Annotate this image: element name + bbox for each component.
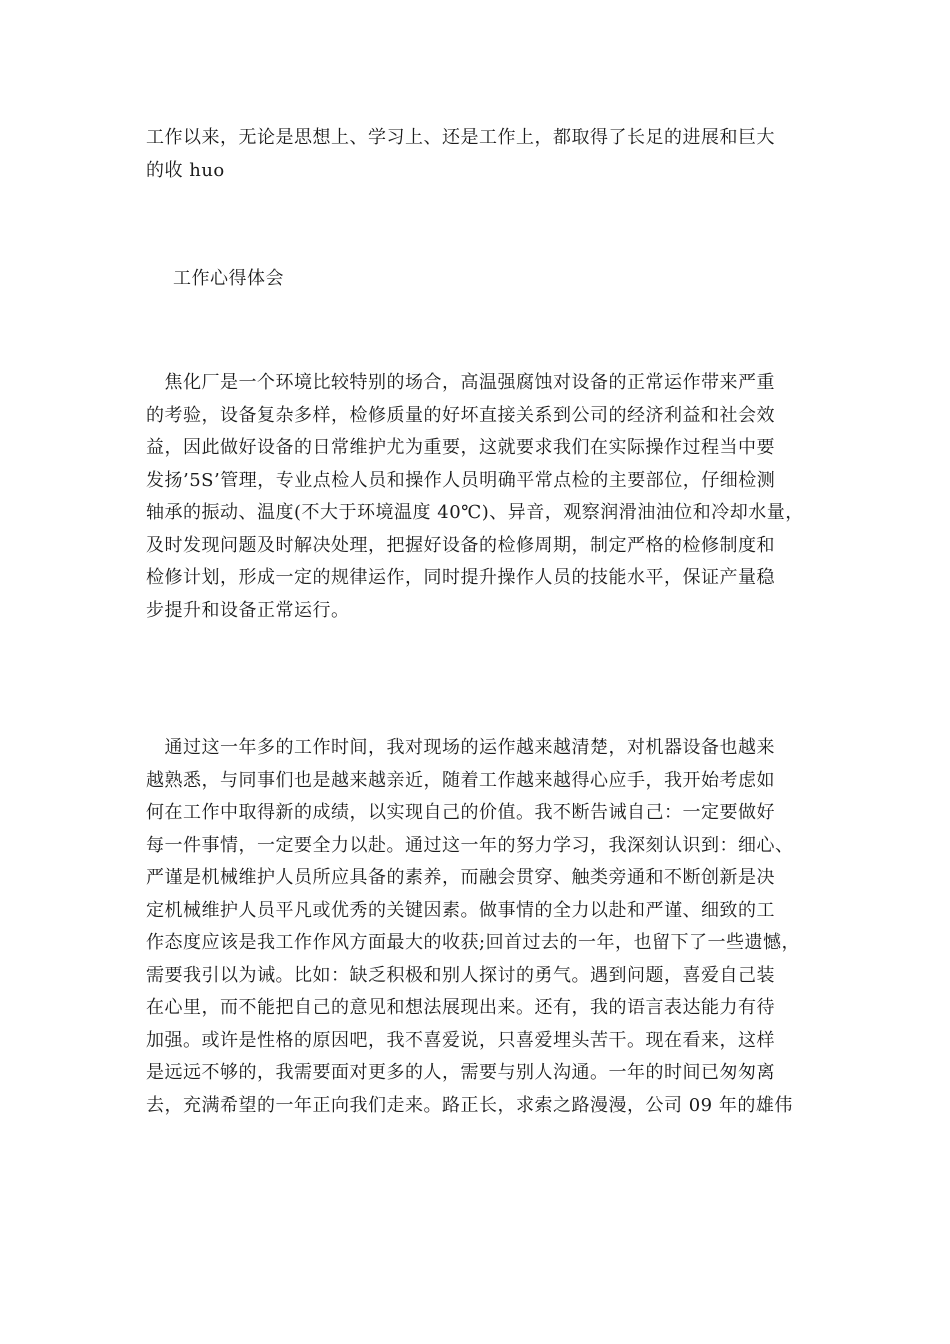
body-paragraph-work-reflection: 通过这一年多的工作时间，我对现场的运作越来越清楚，对机器设备也越来 越熟悉，与同事们也是越来越亲近，随着工作越来越得心应手，我开始考虑如 何在工作中取得新的成绩，以实现自己的价值。我不断告诫自己：一定要做好 每一件事情，一定要全力以赴。通过这一年的努力学习，我深刻认识到：细心、 严谨是机械维护人员所应具备的素养，而融会贯穿、触类旁通和不断创新是决 定机械维护人员平凡或优秀的关键因素。做事情的全力以赴和严谨、细致的工 作态度应该是我工作作风方面最大的收获;回首过去的一年，也留下了一些遗憾， 需要我引以为诫。比如：缺乏积极和别人探讨的勇气。遇到问题，喜爱自己装 在心里，而不能把自己的意见和想法展现出来。还有，我的语言表达能力有待 加强。或许是性格的原因吧，我不喜爱说，只喜爱埋头苦干。现在看来，这样 是远远不够的，我需要面对更多的人，需要与别人沟通。一年的时间已匆匆离 去，充满希望的一年正向我们走来。路正长，求索之路漫漫，公司 09 年的雄伟 bbox=[146, 737, 801, 1116]
intro-paragraph: 工作以来，无论是思想上、学习上、还是工作上，都取得了长足的进展和巨大 的收 huo bbox=[146, 127, 775, 181]
section-title: 工作心得体会 bbox=[173, 268, 284, 289]
body-paragraph-equipment-maintenance: 焦化厂是一个环境比较特别的场合，高温强腐蚀对设备的正常运作带来严重 的考验，设备复杂多样，检修质量的好坏直接关系到公司的经济利益和社会效 益，因此做好设备的日常维护尤为重要，这就要求我们在实际操作过程当中要 发扬’5S’管理，专业点检人员和操作人员明确平常点检的主要部位，仔细检测 轴承的振动、温度(不大于环境温度 40℃)、异音，观察润滑油油位和冷却水量， 及时发现问题及时解决处理，把握好设备的检修周期，制定严格的检修制度和 检修计划，形成一定的规律运作，同时提升操作人员的技能水平，保证产量稳 步提升和设备正常运行。 bbox=[146, 372, 804, 621]
